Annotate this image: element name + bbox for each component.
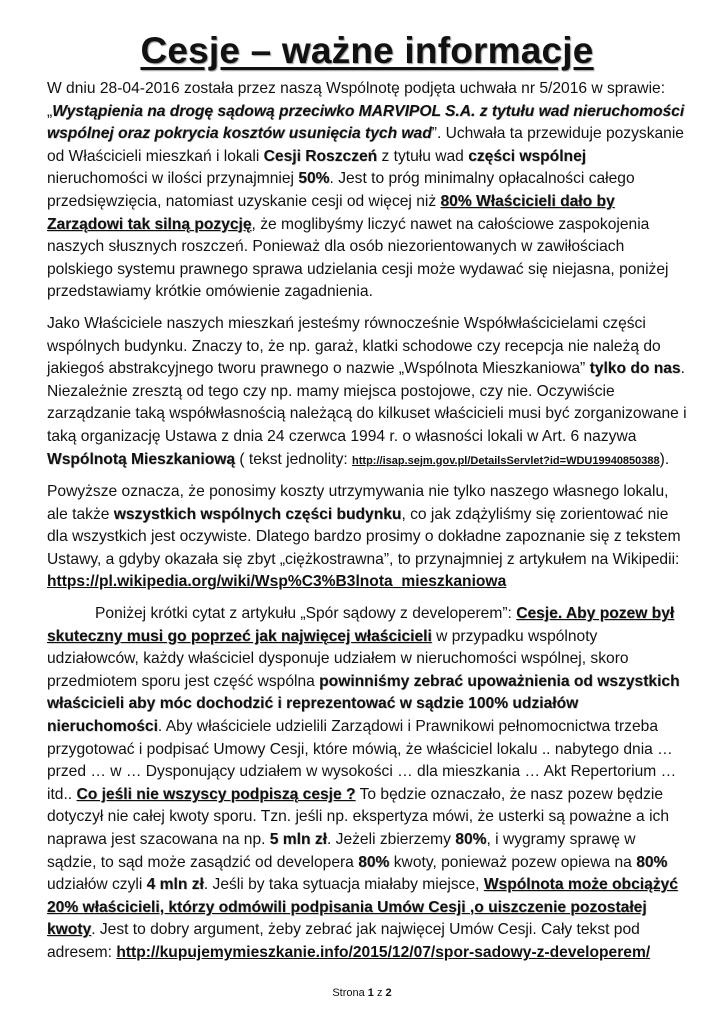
wikipedia-link[interactable]: https://pl.wikipedia.org/wiki/Wsp%C3%B3lnota_mieszkaniowa xyxy=(47,573,507,591)
bold-collect-authorizations: powinniśmy zebrać upoważnienia od wszystkich właścicieli aby móc dochodzić i reprezentować w sądzie 100% udziałów nieruchomości xyxy=(47,672,680,736)
article-link[interactable]: http://kupujemymieszkanie.info/2015/12/07/spor-sadowy-z-developerem/ xyxy=(116,943,651,961)
bold-threshold: 50% xyxy=(298,170,330,188)
bold-what-if: Co jeśli nie wszyscy podpiszą cesje ? xyxy=(76,785,356,803)
text: kwoty, ponieważ pozew opiewa na xyxy=(389,853,637,871)
bold-only-us: tylko do nas xyxy=(589,360,681,378)
footer-total: 2 xyxy=(385,987,392,999)
page-footer xyxy=(0,987,724,999)
text: . Aby właściciele udzielili Zarządowi i Prawnikowi pełnomocnictwa trzeba przygotować i podpisać Umowy Cesji, które mówią, że właściciel lokalu .. nabytego dnia … przed … w … Dysponujący udziałem w wysokości … dla mieszkania … Akt Repertorium … itd.. xyxy=(47,718,677,803)
text: ( tekst jednolity: xyxy=(235,450,353,468)
paragraph-costs xyxy=(47,481,687,594)
text: Jako Właściciele naszych mieszkań jesteśmy równocześnie Współwłaścicielami części wspólnych budynku. Znaczy to, że np. garaż, klatki schodowe czy recepcja nie należą do jakiegoś abstrakcyjnego tworu prawnego o nazwie „Wspólnota Mieszkaniowa” xyxy=(47,314,661,378)
text: W dniu 28-04-2016 została przez naszą Wspólnotę podjęta uchwała nr 5/2016 w sprawie: „ xyxy=(47,80,666,120)
paragraph-quote xyxy=(47,603,687,965)
bold-cession: Cesji Roszczeń xyxy=(263,147,378,165)
text: Powyższe oznacza, że ponosimy koszty utrzymywania nie tylko naszego własnego lokalu, ale także xyxy=(47,483,669,523)
isap-link[interactable]: http://isap.sejm.gov.pl/DetailsServlet?id=WDU19940850388 xyxy=(352,454,660,467)
bold-5mln: 5 mln zł xyxy=(269,831,327,848)
footer-mid: z xyxy=(373,987,386,999)
text: , co jak zdążyliśmy się zorientować nie dla wszystkich jest oczywiste. Dlatego bardzo prosimy o dokładne zapoznanie się z tekstem Ustawy, a gdyby okazała się zbyt „ciężkostrawna”, to przynajmniej z artykułem na Wikipedii: xyxy=(47,505,681,568)
text: ”. Uchwała ta przewiduje pozyskanie od Właścicieli mieszkań i lokali xyxy=(47,125,684,165)
bold-80a: 80% xyxy=(455,831,487,848)
bold-cesje-heading: Cesje. Aby pozew był skuteczny musi go poprzeć jak najwięcej właścicieli xyxy=(47,605,675,645)
bold-80b: 80% xyxy=(358,853,390,871)
text: Poniżej krótki cytat z artykułu „Spór sądowy z developerem”: xyxy=(95,605,517,623)
text: , że moglibyśmy liczyć nawet na całościowe zaspokojenia naszych słusznych roszczeń. Ponieważ dla osób niezorientowanych w zawiłościach polskiego systemu prawnego sprawa udzielania cesji może wydawać się niejasna, poniżej przedstawiamy krótkie omówienie zagadnienia. xyxy=(47,215,669,301)
document-page xyxy=(47,30,687,965)
text: . Niezależnie zresztą od tego czy np. mamy miejsca postojowe, czy nie. Oczywiście zarządzanie taką współwłasnością należącą do kilkuset właścicieli musi być zorganizowane i taką organizację Ustawa z dnia 24 czerwca 1994 r. o własności lokali w Art. 6 nazywa xyxy=(47,360,687,445)
paragraph-coownership xyxy=(47,313,687,472)
bold-community: Wspólnotą Mieszkaniową xyxy=(47,450,236,468)
bold-80c: 80% xyxy=(636,853,668,871)
resolution-subject: Wystąpienia na drogę sądową przeciwko MARVIPOL S.A. z tytułu wad nieruchomości wspólnej oraz pokrycia kosztów usunięcia tych wad xyxy=(47,102,685,143)
text: . Jest to próg minimalny opłacalności całego przedsięwzięcia, natomiast uzyskanie cesji od więcej niż xyxy=(47,170,635,210)
text: udziałów czyli xyxy=(47,876,147,894)
document-title: Cesje – ważne informacje xyxy=(140,30,594,71)
text: z tytułu wad xyxy=(377,147,469,165)
bold-common-parts: wszystkich wspólnych części budynku xyxy=(113,505,402,523)
bold-charge-owners: Wspólnota może obciążyć 20% właścicieli, którzy odmówili podpisania Umów Cesji ,o uiszczenie pozostałej kwoty xyxy=(47,876,678,939)
bold-80-percent: 80% Właścicieli dało by Zarządowi tak silną pozycję xyxy=(47,192,615,233)
footer-page: 1 xyxy=(367,987,374,999)
text: w przypadku wspólnoty udziałowców, każdy właściciel dysponuje udziałem w nieruchomości wspólnej, skoro przedmiotem sporu jest część wspólna xyxy=(47,627,629,690)
paragraph-resolution xyxy=(47,78,687,304)
text: To będzie oznaczało, że nasz pozew będzie dotyczył nie całej kwoty sporu. Tzn. jeśli np. ekspertyza mówi, że usterki są poważne a ich naprawa jest szacowana na np. xyxy=(47,785,669,848)
text: . Jeżeli zbierzemy xyxy=(327,831,456,848)
footer-prefix: Strona xyxy=(332,987,368,999)
text: nieruchomości w ilości przynajmniej xyxy=(47,170,299,188)
text: , i wygramy sprawę w sądzie, to sąd może zasądzić od developera xyxy=(47,831,636,871)
bold-4mln: 4 mln zł xyxy=(146,876,204,894)
text: . Jest to dobry argument, żeby zebrać jak najwięcej Umów Cesji. Cały tekst pod adresem: xyxy=(47,921,640,961)
text: . Jeśli by taka sytuacja miałaby miejsce, xyxy=(203,876,484,894)
text: ). xyxy=(659,450,670,468)
bold-common-part: części wspólnej xyxy=(468,147,587,165)
